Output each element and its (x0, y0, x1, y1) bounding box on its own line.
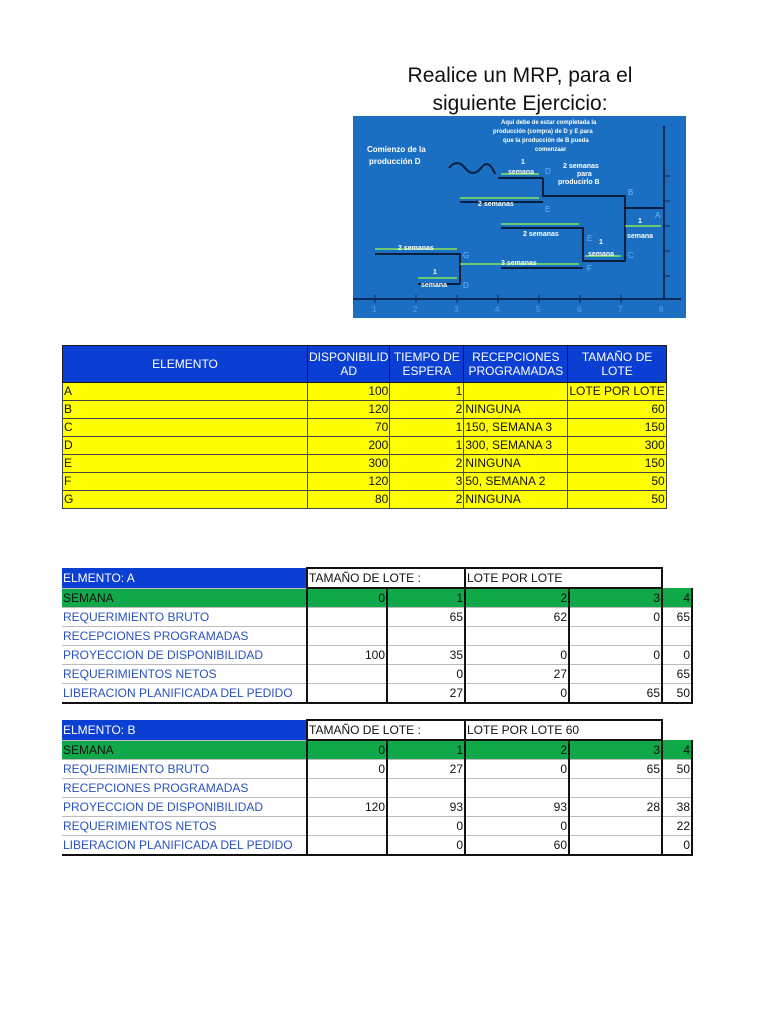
mrp-cell: 60 (465, 836, 569, 856)
mrp-cell: 27 (387, 760, 465, 779)
elements-table-row (63, 473, 667, 491)
mrp-cell (569, 779, 662, 798)
letter-e-top: E (545, 205, 551, 214)
elements-table-cell: G (63, 491, 308, 509)
mrp-cell (569, 627, 662, 646)
mrp-lot-size-value: LOTE POR LOTE (465, 568, 662, 588)
mrp-lot-size-label: TAMAÑO DE LOTE : (307, 568, 465, 588)
mrp-cell (465, 627, 569, 646)
axis-tick-6: 6 (577, 305, 582, 314)
mrp-data-row (62, 798, 692, 817)
start-label-2: producción D (369, 157, 421, 166)
elements-table-cell: 300 (308, 455, 390, 473)
mrp-cell: 62 (465, 608, 569, 627)
diagram-svg (353, 116, 686, 318)
label-3-semanas-f: 3 semanas (501, 260, 537, 267)
mrp-row-label: PROYECCION DE DISPONIBILIDAD (62, 646, 307, 665)
elements-table-cell: 150, SEMANA 3 (464, 419, 568, 437)
header-tiempo-espera: TIEMPO DE ESPERA (390, 346, 464, 383)
header-elemento: ELEMENTO (63, 346, 308, 383)
mrp-cell: 65 (662, 665, 692, 684)
elements-table-cell: 3 (390, 473, 464, 491)
mrp-cell: 3 (569, 588, 662, 608)
mrp-cell: 0 (569, 608, 662, 627)
mrp-cell: 38 (662, 798, 692, 817)
letter-d-bottom: D (463, 281, 469, 290)
mrp-cell: 65 (662, 608, 692, 627)
label-1-d-top: 1 (521, 159, 525, 166)
axis-tick-1: 1 (372, 305, 377, 314)
mrp-week-row (62, 740, 692, 760)
elements-table-cell: C (63, 419, 308, 437)
mrp-cell: 65 (569, 760, 662, 779)
mrp-data-row (62, 760, 692, 779)
mrp-row-label: LIBERACION PLANIFICADA DEL PEDIDO (62, 684, 307, 704)
mrp-cell: 0 (387, 665, 465, 684)
elements-table-cell: 2 (390, 455, 464, 473)
mrp-cell (307, 665, 387, 684)
elements-table (62, 345, 667, 509)
letter-c: C (628, 251, 634, 260)
mrp-row-label: REQUERIMIENTOS NETOS (62, 817, 307, 836)
elements-table-cell: NINGUNA (464, 455, 568, 473)
elements-table-cell: A (63, 383, 308, 401)
elements-table-cell: 150 (568, 455, 666, 473)
mrp-cell: 65 (569, 684, 662, 704)
note-line-1: Aqui debe de estar completada la (501, 120, 597, 126)
start-label-1: Comienzo de la (367, 145, 426, 154)
elements-table-cell: D (63, 437, 308, 455)
mrp-row-label: SEMANA (62, 588, 307, 608)
elements-table-cell: 70 (308, 419, 390, 437)
elements-table-cell: 1 (390, 437, 464, 455)
mrp-cell: 3 (569, 740, 662, 760)
label-1-a: 1 (638, 218, 642, 225)
mrp-cell: 120 (307, 798, 387, 817)
mrp-cell (569, 665, 662, 684)
product-structure-diagram (353, 116, 686, 318)
mrp-cell: 0 (307, 588, 387, 608)
title-line-1: Realice un MRP, para el (407, 64, 633, 87)
label-para: para (577, 171, 592, 178)
elements-table-cell: 60 (568, 401, 666, 419)
mrp-cell: 0 (465, 817, 569, 836)
mrp-cell (307, 684, 387, 704)
elements-table-cell: F (63, 473, 308, 491)
elements-table-row (63, 383, 667, 401)
mrp-cell: 50 (662, 684, 692, 704)
mrp-data-row (62, 627, 692, 646)
elements-table-cell (464, 383, 568, 401)
elements-table-row (63, 401, 667, 419)
mrp-cell (307, 627, 387, 646)
mrp-table-a (62, 567, 693, 704)
elements-table-cell: 2 (390, 491, 464, 509)
mrp-cell (569, 836, 662, 856)
label-1-d-bottom: 1 (433, 269, 437, 276)
mrp-row-label: RECEPCIONES PROGRAMADAS (62, 627, 307, 646)
elements-table-row (63, 455, 667, 473)
mrp-row-label: LIBERACION PLANIFICADA DEL PEDIDO (62, 836, 307, 856)
mrp-cell (387, 779, 465, 798)
mrp-cell: 4 (662, 588, 692, 608)
mrp-cell: 65 (387, 608, 465, 627)
header-recepciones: RECEPCIONES PROGRAMADAS (464, 346, 568, 383)
label-semana-d-bottom: semana (421, 282, 448, 289)
mrp-cell: 0 (465, 684, 569, 704)
mrp-header-blank (662, 568, 692, 588)
mrp-cell: 0 (662, 646, 692, 665)
mrp-cell (307, 608, 387, 627)
mrp-row-label: SEMANA (62, 740, 307, 760)
mrp-cell: 4 (662, 740, 692, 760)
header-tamano-lote: TAMAÑO DE LOTE (568, 346, 666, 383)
elements-table-cell: 50 (568, 491, 666, 509)
header-disponibilidad: DISPONIBILID AD (308, 346, 390, 383)
elements-table-header (63, 346, 667, 383)
mrp-data-row (62, 608, 692, 627)
mrp-data-row (62, 817, 692, 836)
mrp-row-label: PROYECCION DE DISPONIBILIDAD (62, 798, 307, 817)
label-2-semanas-e: 2 semanas (478, 201, 514, 208)
elements-table-cell: 200 (308, 437, 390, 455)
elements-table-cell: 300, SEMANA 3 (464, 437, 568, 455)
elements-table-row (63, 437, 667, 455)
axis-tick-8: 8 (659, 305, 664, 314)
mrp-cell: 1 (387, 740, 465, 760)
mrp-row-label: RECEPCIONES PROGRAMADAS (62, 779, 307, 798)
mrp-row-label: REQUERIMIENTO BRUTO (62, 760, 307, 779)
mrp-week-row (62, 588, 692, 608)
mrp-data-row (62, 836, 692, 856)
mrp-cell (662, 627, 692, 646)
mrp-cell: 2 (465, 740, 569, 760)
label-semana-c: semana (588, 251, 615, 258)
mrp-cell: 0 (569, 646, 662, 665)
elements-table-cell: 120 (308, 401, 390, 419)
mrp-header-row (62, 568, 692, 588)
mrp-cell: 0 (465, 760, 569, 779)
mrp-cell: 27 (387, 684, 465, 704)
mrp-cell (387, 627, 465, 646)
mrp-cell: 50 (662, 760, 692, 779)
elements-table-cell: E (63, 455, 308, 473)
mrp-cell (662, 779, 692, 798)
elements-table-cell: 1 (390, 419, 464, 437)
mrp-cell (307, 836, 387, 856)
label-1-c: 1 (599, 239, 603, 246)
elements-table-cell: 80 (308, 491, 390, 509)
label-semana-a: semana (627, 233, 654, 240)
title-line-2: siguiente Ejercicio: (432, 92, 608, 115)
mrp-cell (465, 779, 569, 798)
mrp-cell: 0 (307, 740, 387, 760)
axis-tick-2: 2 (413, 305, 418, 314)
mrp-cell: 28 (569, 798, 662, 817)
mrp-data-row (62, 665, 692, 684)
mrp-cell: 0 (387, 836, 465, 856)
mrp-cell: 22 (662, 817, 692, 836)
elements-table-cell: 50 (568, 473, 666, 491)
elements-table-cell: 100 (308, 383, 390, 401)
mrp-cell: 27 (465, 665, 569, 684)
elements-table-cell: NINGUNA (464, 401, 568, 419)
mrp-table-b (62, 719, 693, 856)
axis-tick-7: 7 (618, 305, 623, 314)
note-line-4: comenzaar (535, 147, 567, 153)
letter-f: F (587, 264, 592, 273)
mrp-header-blank (662, 720, 692, 740)
elements-table-cell: NINGUNA (464, 491, 568, 509)
mrp-data-row (62, 684, 692, 704)
elements-table-cell: 50, SEMANA 2 (464, 473, 568, 491)
letter-g: G (463, 251, 470, 260)
mrp-cell: 35 (387, 646, 465, 665)
mrp-element-name: ELMENTO: B (62, 720, 307, 740)
mrp-cell: 93 (465, 798, 569, 817)
mrp-cell: 93 (387, 798, 465, 817)
mrp-row-label: REQUERIMIENTOS NETOS (62, 665, 307, 684)
elements-table-cell: 120 (308, 473, 390, 491)
mrp-cell: 2 (465, 588, 569, 608)
elements-table-cell: 150 (568, 419, 666, 437)
mrp-data-row (62, 646, 692, 665)
mrp-cell: 0 (387, 817, 465, 836)
mrp-lot-size-label: TAMAÑO DE LOTE : (307, 720, 465, 740)
mrp-cell: 0 (465, 646, 569, 665)
mrp-data-row (62, 779, 692, 798)
label-2-semanas-b: 2 semanas (563, 163, 599, 170)
mrp-row-label: REQUERIMIENTO BRUTO (62, 608, 307, 627)
label-2-semanas-g: 2 semanas (398, 245, 434, 252)
mrp-cell: 1 (387, 588, 465, 608)
letter-b: B (628, 188, 634, 197)
axis-tick-3: 3 (454, 305, 459, 314)
axis-tick-5: 5 (536, 305, 541, 314)
label-2-semanas-e2: 2 semanas (523, 231, 559, 238)
mrp-cell (569, 817, 662, 836)
elements-table-cell: 2 (390, 401, 464, 419)
note-line-2: producción (compra) de D y E para (493, 129, 593, 135)
mrp-cell (307, 779, 387, 798)
elements-table-row (63, 419, 667, 437)
mrp-header-row (62, 720, 692, 740)
mrp-cell: 100 (307, 646, 387, 665)
axis-tick-4: 4 (495, 305, 500, 314)
letter-a: A (655, 211, 661, 220)
mrp-cell (307, 817, 387, 836)
elements-table-cell: 300 (568, 437, 666, 455)
mrp-cell: 0 (662, 836, 692, 856)
elements-table-cell: B (63, 401, 308, 419)
note-line-3: que la producción de B pueda (503, 138, 589, 144)
letter-d-top: D (545, 167, 551, 176)
page-title (355, 62, 685, 118)
label-producirlo-b: producirlo B (558, 179, 600, 186)
mrp-element-name: ELMENTO: A (62, 568, 307, 588)
elements-table-row (63, 491, 667, 509)
elements-table-cell: LOTE POR LOTE (568, 383, 666, 401)
letter-e: E (587, 234, 593, 243)
mrp-lot-size-value: LOTE POR LOTE 60 (465, 720, 662, 740)
mrp-cell: 0 (307, 760, 387, 779)
label-semana-d-top: semana (508, 169, 535, 176)
elements-table-cell: 1 (390, 383, 464, 401)
